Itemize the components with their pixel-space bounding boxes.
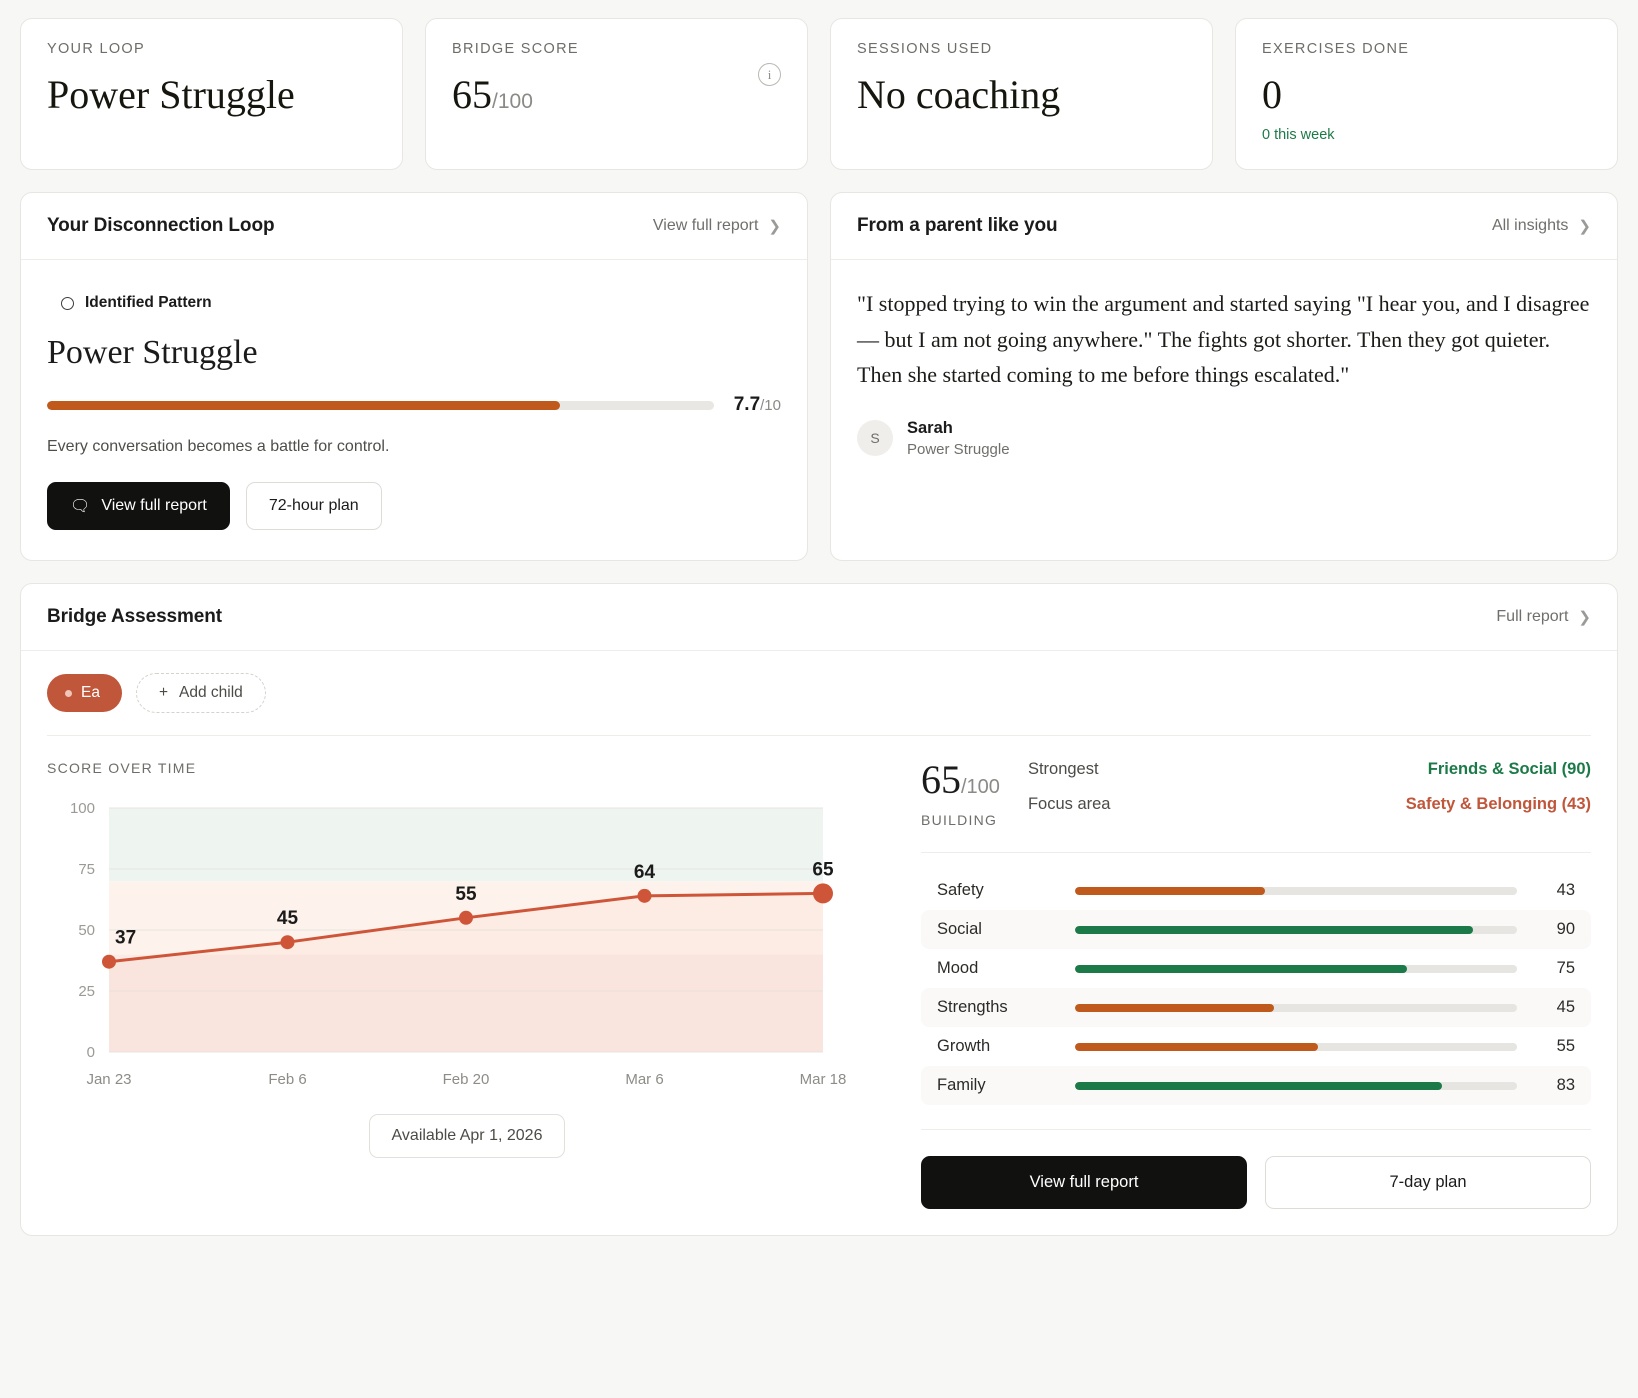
kpi-label: YOUR LOOP (47, 41, 145, 57)
link-label: All insights (1491, 217, 1569, 234)
dimension-fill (1075, 1043, 1318, 1051)
kpi-label: EXERCISES DONE (1262, 41, 1410, 57)
svg-text:65: 65 (812, 859, 834, 881)
score-header (921, 757, 1591, 828)
svg-text:0: 0 (86, 1044, 95, 1061)
view-full-report-button[interactable] (47, 482, 230, 530)
info-icon[interactable]: i (758, 63, 781, 86)
strongest-row (1028, 760, 1591, 779)
kpi-card-your-loop (20, 18, 403, 170)
dimension-value: 55 (1556, 1037, 1575, 1055)
card-body (21, 260, 807, 560)
dimension-track (1075, 1004, 1517, 1012)
card-title: Your Disconnection Loop (47, 215, 275, 236)
divider (921, 852, 1591, 853)
dimension-row (921, 988, 1591, 1027)
all-insights-link[interactable] (1492, 217, 1591, 235)
dimension-row (921, 910, 1591, 949)
plus-icon: + (158, 684, 169, 701)
svg-text:45: 45 (276, 908, 299, 930)
pattern-name: Power Struggle (47, 334, 258, 371)
dimension-track (1075, 1082, 1517, 1090)
parent-insight-card (830, 192, 1618, 561)
dimension-row (921, 1027, 1591, 1066)
loop-button-row (47, 482, 781, 530)
kpi-row (20, 18, 1618, 170)
kpi-sub: 0 this week (1262, 127, 1335, 143)
dot-icon (65, 690, 72, 697)
child-chip-ea[interactable] (47, 674, 122, 712)
chevron-right-icon: ❯ (1578, 218, 1591, 235)
pattern-score-row (47, 394, 781, 416)
focus-label: Focus area (1027, 795, 1111, 813)
kpi-value: 0 (1262, 72, 1282, 117)
kpi-label: BRIDGE SCORE (452, 41, 579, 57)
overall-score-value: 65 (921, 757, 961, 802)
kpi-value-number: 65 (452, 72, 492, 117)
svg-text:50: 50 (78, 922, 95, 939)
child-selector (47, 673, 1591, 736)
kpi-value: No coaching (857, 72, 1061, 117)
dimension-fill (1075, 1082, 1442, 1090)
svg-text:Mar 6: Mar 6 (625, 1071, 664, 1088)
kpi-card-exercises-done (1235, 18, 1618, 170)
card-title: From a parent like you (857, 215, 1058, 236)
chip-label: Ea (81, 684, 100, 701)
add-child-button[interactable] (136, 673, 266, 713)
dimension-name: Safety (937, 881, 984, 899)
dimension-track (1075, 926, 1517, 934)
card-body (21, 651, 1617, 1235)
svg-text:Mar 18: Mar 18 (799, 1071, 847, 1088)
score-meta (1028, 760, 1591, 814)
dimension-name: Social (937, 920, 982, 938)
pattern-score-den: /10 (760, 397, 781, 414)
dimension-fill (1075, 926, 1473, 934)
pattern-score-value: 7.7 (733, 394, 761, 415)
dimension-row (921, 949, 1591, 988)
chart-title: SCORE OVER TIME (47, 760, 197, 776)
dimension-name: Family (937, 1076, 986, 1094)
dimension-fill (1075, 1004, 1274, 1012)
dimension-value: 75 (1556, 959, 1575, 977)
svg-text:55: 55 (455, 883, 477, 905)
bridge-assessment-card (20, 583, 1618, 1236)
author-pattern: Power Struggle (907, 440, 1010, 458)
link-label: View full report (652, 217, 759, 234)
quote-text: "I stopped trying to win the argument and started saying "I hear you, and I disagree — but I am not going anywhere." The fights got shorter. Then they got quieter. Then she started coming to me before things escalated." (857, 291, 1590, 388)
available-note: Available Apr 1, 2026 (369, 1114, 566, 1158)
kpi-value (452, 73, 781, 117)
strongest-label: Strongest (1027, 760, 1099, 778)
dimension-track (1075, 965, 1517, 973)
pattern-progress-track (47, 401, 714, 410)
dimension-name: Growth (937, 1037, 991, 1055)
chevron-right-icon: ❯ (768, 218, 781, 235)
chevron-right-icon: ❯ (1578, 609, 1591, 626)
disconnection-loop-card (20, 192, 808, 561)
view-full-report-link[interactable] (653, 217, 781, 235)
kpi-label: SESSIONS USED (857, 41, 993, 57)
svg-text:25: 25 (78, 983, 95, 1000)
author-name: Sarah (907, 418, 953, 437)
dimension-value: 43 (1556, 881, 1575, 899)
add-child-label: Add child (179, 684, 243, 701)
focus-row (1028, 795, 1591, 814)
focus-value: Safety & Belonging (43) (1405, 795, 1591, 813)
line-chart (47, 798, 887, 1098)
avatar: S (857, 420, 893, 456)
pattern-label: Identified Pattern (85, 294, 212, 311)
dimension-name: Mood (937, 959, 979, 977)
circle-icon (61, 297, 74, 310)
quote-author (857, 419, 1591, 458)
dimension-fill (1075, 887, 1265, 895)
kpi-card-sessions-used (830, 18, 1213, 170)
kpi-value: Power Struggle (47, 72, 295, 117)
overall-score-den: /100 (961, 776, 1000, 798)
dimension-name: Strengths (937, 998, 1008, 1016)
card-title: Bridge Assessment (47, 606, 222, 627)
svg-text:Jan 23: Jan 23 (86, 1071, 132, 1088)
pattern-progress-fill (47, 401, 560, 410)
svg-text:64: 64 (633, 861, 656, 883)
overall-score-block (921, 757, 1000, 828)
dimension-row (921, 871, 1591, 910)
pattern-score (734, 394, 781, 416)
score-state: BUILDING (921, 812, 998, 828)
score-over-time-panel (47, 760, 887, 1209)
card-header (831, 193, 1617, 260)
assessment-button-row (921, 1156, 1591, 1209)
svg-text:37: 37 (115, 927, 137, 949)
kpi-card-bridge-score (425, 18, 808, 170)
dimension-value: 83 (1556, 1076, 1575, 1094)
divider (921, 1129, 1591, 1130)
strongest-value: Friends & Social (90) (1427, 760, 1591, 778)
view-full-report-button[interactable] (921, 1156, 1247, 1209)
svg-text:75: 75 (78, 861, 95, 878)
card-body (831, 260, 1617, 488)
dimension-track (1075, 1043, 1517, 1051)
assessment-summary (915, 757, 1591, 1209)
dimension-list (921, 871, 1591, 1105)
72-hour-plan-button[interactable]: 72-hour plan (246, 482, 382, 530)
dimension-value: 90 (1556, 920, 1575, 938)
link-label: Full report (1496, 608, 1569, 625)
pattern-description: Every conversation becomes a battle for control. (47, 438, 390, 455)
identified-pattern (61, 294, 781, 312)
comment-icon: 🗨 (70, 498, 91, 515)
button-label: View full report (1029, 1173, 1139, 1191)
svg-text:100: 100 (69, 800, 95, 817)
overall-score (921, 757, 1000, 802)
middle-row (20, 192, 1618, 561)
svg-text:Feb 20: Feb 20 (442, 1071, 490, 1088)
dimension-fill (1075, 965, 1407, 973)
kpi-value-suffix: /100 (492, 90, 533, 113)
card-header (21, 193, 807, 260)
svg-text:Feb 6: Feb 6 (268, 1071, 307, 1088)
dimension-track (1075, 887, 1517, 895)
dimension-value: 45 (1556, 998, 1575, 1016)
dimension-row (921, 1066, 1591, 1105)
assessment-grid (47, 736, 1591, 1209)
card-header (21, 584, 1617, 651)
full-report-link[interactable] (1496, 608, 1591, 626)
button-label: View full report (101, 497, 207, 514)
7-day-plan-button[interactable]: 7-day plan (1265, 1156, 1591, 1209)
